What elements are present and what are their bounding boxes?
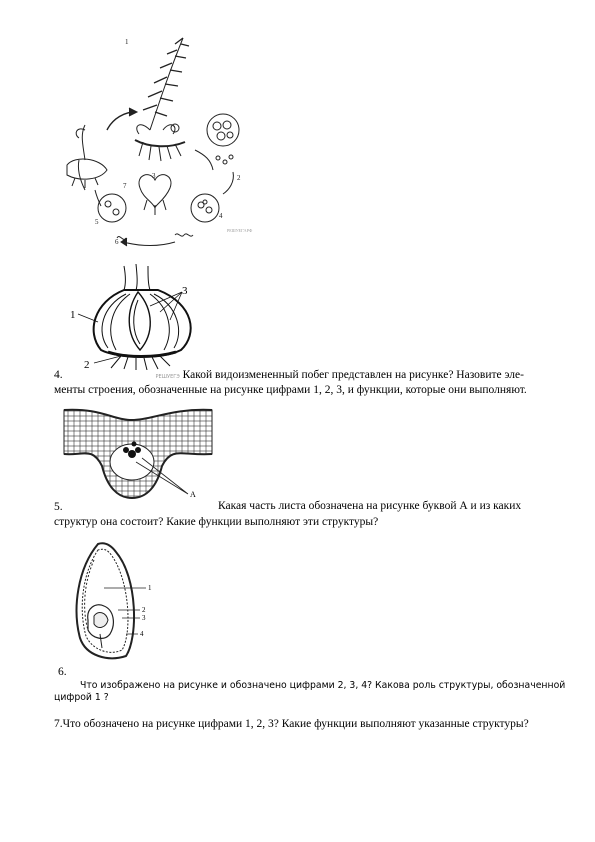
fern-label-3: 3: [152, 172, 156, 180]
question-4-number: 4.: [54, 369, 63, 381]
bulb-label-2: 2: [84, 359, 90, 370]
bulb-label-3: 3: [182, 285, 188, 297]
bulb-label-1: 1: [70, 309, 76, 321]
fern-label-1: 1: [125, 38, 129, 46]
bulb-figure: [66, 262, 216, 370]
question-4-tag: РЕШУЕГЭ: [155, 374, 180, 380]
fern-label-4: 4: [219, 212, 223, 220]
question-7-number: 7.: [54, 718, 63, 730]
question-7-line1: Что обозначено на рисунке цифрами 1, 2, 3? Какие функции выполняют указанные структуры?: [62, 718, 529, 730]
seed-label-4: 4: [140, 630, 144, 638]
question-4-line2: менты строения, обозначенные на рисунке цифрами 1, 2, 3, и функции, которые они выполняют.: [54, 384, 527, 396]
fern-label-6: 6: [115, 238, 119, 246]
fern-label-7: 7: [123, 182, 127, 190]
leaf-label-a: А: [190, 490, 196, 499]
question-7: [54, 717, 529, 732]
seed-label-3: 3: [142, 614, 146, 622]
fern-life-cycle-figure: [55, 30, 270, 250]
fern-label-5: 5: [95, 218, 99, 226]
seed-figure: [68, 538, 168, 666]
fern-watermark: РЕШУЕГЭ.РФ: [227, 228, 253, 233]
question-6-line2: цифрой 1 ?: [54, 692, 109, 703]
question-5: [54, 500, 63, 515]
seed-label-1: 1: [148, 584, 152, 592]
question-5-line1: Какая часть листа обозначена на рисунке буквой А и из каких: [218, 500, 522, 512]
question-5-line2: структур она состоит? Какие функции выполняют эти структуры?: [54, 516, 379, 528]
fern-label-2: 2: [237, 174, 241, 182]
seed-label-2: 2: [142, 606, 146, 614]
question-5-number: 5.: [54, 501, 63, 513]
leaf-section-figure: [62, 406, 214, 500]
question-6-number: 6.: [58, 666, 67, 678]
question-4-line1: Какой видоизмененный побег представлен на рисунке? Назовите эле-: [182, 369, 524, 381]
question-6-line1: Что изображено на рисунке и обозначено цифрами 2, 3, 4? Какова роль структуры, обозначенной: [80, 680, 566, 691]
